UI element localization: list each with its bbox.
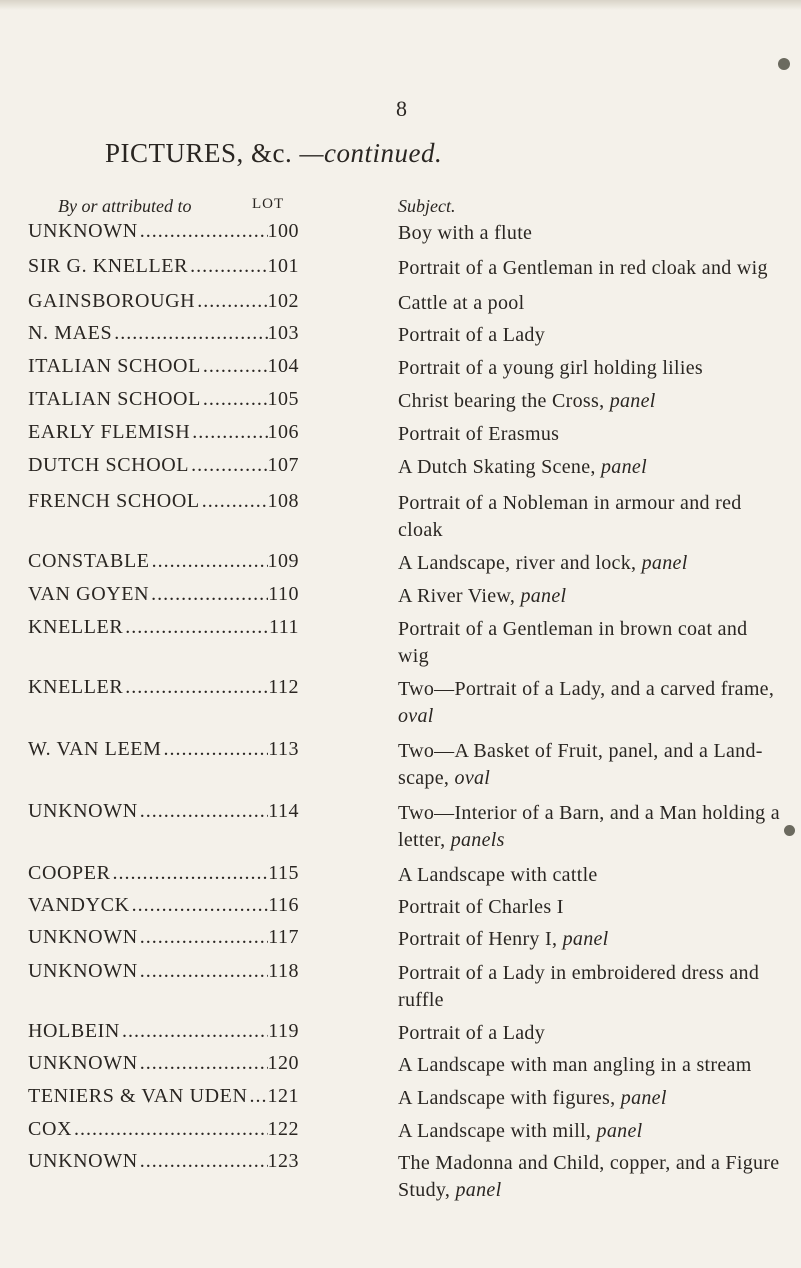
entry-artist-line (28, 894, 299, 917)
lot-number: 123 (267, 1150, 299, 1172)
entry-artist-line (28, 960, 299, 983)
lot-number: 106 (267, 421, 299, 443)
entry-artist-line (28, 862, 299, 885)
subject-text: Portrait of Charles I (398, 896, 564, 918)
dot-leader (161, 738, 268, 761)
medium-note: panel (455, 1179, 502, 1201)
dot-leader (138, 800, 268, 823)
subject-text: A River View, (398, 585, 516, 607)
subject-text: A Landscape with man angling in a stream (398, 1054, 752, 1076)
subject-text: Two—A Basket of Fruit, panel, and a Land-scape, (398, 740, 763, 789)
artist-name: EARLY FLEMISH (28, 421, 191, 443)
lot-number: 118 (268, 960, 299, 982)
entry-artist-line (28, 1020, 299, 1043)
dot-leader (201, 355, 268, 378)
artist-name: N. MAES (28, 322, 113, 344)
artist-name: FRENCH SCHOOL (28, 490, 200, 512)
subject-text: Christ bearing the Cross, (398, 390, 605, 412)
artist-name: HOLBEIN (28, 1020, 120, 1042)
entry-artist-line (28, 490, 299, 513)
entry-subject (398, 676, 780, 730)
lot-number: 111 (268, 616, 299, 638)
lot-number: 121 (267, 1085, 299, 1107)
column-header-lot: LOT (252, 196, 285, 212)
entry-subject (398, 421, 780, 448)
subject-text: A Dutch Skating Scene, (398, 456, 596, 478)
lot-number: 120 (267, 1052, 299, 1074)
entry-subject (398, 1118, 780, 1145)
artist-name: UNKNOWN (28, 1052, 138, 1074)
subject-text: Portrait of a Nobleman in armour and red cloak (398, 492, 742, 541)
subject-text: A Landscape with cattle (398, 864, 598, 886)
medium-note: panel (620, 1087, 667, 1109)
entry-subject (398, 1052, 780, 1079)
subject-text: Portrait of a Lady in embroidered dress and ruffle (398, 962, 760, 1011)
entry-artist-line (28, 355, 299, 378)
dot-leader (201, 388, 268, 411)
medium-note: oval (398, 705, 434, 727)
entry-subject (398, 738, 780, 792)
artist-name: KNELLER (28, 616, 124, 638)
entry-subject (398, 1020, 780, 1047)
paper-speck (784, 825, 795, 836)
artist-name: COOPER (28, 862, 111, 884)
dot-leader (138, 926, 268, 949)
lot-number: 100 (267, 220, 299, 242)
entry-artist-line (28, 583, 299, 606)
lot-number: 109 (267, 550, 299, 572)
entry-subject (398, 894, 780, 921)
entry-artist-line (28, 1150, 299, 1173)
subject-text: Two—Interior of a Barn, and a Man holding a letter, (398, 802, 780, 851)
dot-leader (123, 676, 268, 699)
lot-number: 117 (268, 926, 299, 948)
lot-number: 105 (267, 388, 299, 410)
artist-name: ITALIAN SCHOOL (28, 388, 201, 410)
lot-number: 102 (267, 290, 299, 312)
subject-text: Portrait of Erasmus (398, 423, 560, 445)
dot-leader (188, 255, 267, 278)
lot-number: 116 (268, 894, 299, 916)
lot-number: 114 (268, 800, 299, 822)
page-title (105, 138, 725, 169)
artist-name: DUTCH SCHOOL (28, 454, 190, 476)
medium-note: panel (609, 390, 656, 412)
subject-text: A Landscape, river and lock, (398, 552, 637, 574)
subject-text: Two—Portrait of a Lady, and a carved frame, (398, 678, 775, 700)
dot-leader (72, 1118, 267, 1141)
dot-leader (120, 1020, 268, 1043)
entry-artist-line (28, 1052, 299, 1075)
entry-artist-line (28, 388, 299, 411)
entry-subject (398, 255, 780, 282)
artist-name: UNKNOWN (28, 926, 138, 948)
dot-leader (150, 550, 268, 573)
medium-note: panel (562, 928, 609, 950)
medium-note: panel (601, 456, 647, 478)
entry-subject (398, 1150, 780, 1204)
entry-subject (398, 800, 780, 854)
artist-name: VAN GOYEN (28, 583, 150, 605)
lot-number: 104 (267, 355, 299, 377)
subject-text: A Landscape with figures, (398, 1087, 616, 1109)
dot-leader (189, 454, 267, 477)
dot-leader (195, 290, 267, 313)
subject-text: Portrait of Henry I, (398, 928, 558, 950)
column-header-artist: By or attributed to (58, 196, 192, 216)
entry-artist-line (28, 926, 299, 949)
artist-name: VANDYCK (28, 894, 130, 916)
entry-subject (398, 583, 780, 610)
entry-artist-line (28, 550, 299, 573)
entry-subject (398, 550, 780, 577)
dot-leader (112, 322, 267, 345)
subject-text: Portrait of a Gentleman in brown coat and wig (398, 618, 748, 667)
entry-subject (398, 926, 780, 953)
entry-subject (398, 290, 780, 317)
subject-text: Portrait of a Lady (398, 324, 546, 346)
artist-name: W. VAN LEEM (28, 738, 162, 760)
entry-subject (398, 388, 780, 415)
lot-number: 110 (268, 583, 299, 605)
dot-leader (111, 862, 269, 885)
artist-name: GAINSBOROUGH (28, 290, 196, 312)
medium-note: panel (641, 552, 688, 574)
entry-subject (398, 355, 780, 382)
title-continued: —continued. (299, 138, 443, 168)
entry-artist-line (28, 676, 299, 699)
entry-artist-line (28, 255, 299, 278)
dot-leader (138, 1052, 268, 1075)
entry-artist-line (28, 454, 299, 477)
entry-artist-line (28, 1118, 299, 1141)
lot-number: 101 (267, 255, 299, 277)
medium-note: panel (596, 1120, 643, 1142)
entry-subject (398, 454, 780, 481)
artist-name: UNKNOWN (28, 960, 138, 982)
lot-number: 103 (267, 322, 299, 344)
subject-text: A Landscape with mill, (398, 1120, 592, 1142)
paper-speck (778, 58, 790, 70)
entry-artist-line (28, 800, 299, 823)
subject-text: Boy with a flute (398, 222, 533, 244)
entry-artist-line (28, 421, 299, 444)
artist-name: CONSTABLE (28, 550, 150, 572)
page-number: 8 (396, 96, 407, 121)
subject-text: The Madonna and Child, copper, and a Figure Study, (398, 1152, 780, 1201)
entry-subject (398, 862, 780, 889)
dot-leader (138, 1150, 268, 1173)
medium-note: panel (520, 585, 567, 607)
entry-subject (398, 1085, 780, 1112)
column-header-subject: Subject. (398, 196, 456, 216)
medium-note: oval (454, 767, 491, 789)
entry-artist-line (28, 290, 299, 313)
medium-note: panels (450, 829, 505, 851)
entry-artist-line (28, 1085, 299, 1108)
title-main: PICTURES, &c. (105, 138, 293, 168)
entry-artist-line (28, 616, 299, 639)
lot-number: 107 (267, 454, 299, 476)
dot-leader (130, 894, 269, 917)
dot-leader (248, 1085, 268, 1108)
entry-subject (398, 960, 780, 1014)
entry-artist-line (28, 738, 299, 761)
artist-name: ITALIAN SCHOOL (28, 355, 201, 377)
dot-leader (190, 421, 267, 444)
artist-name: UNKNOWN (28, 1150, 138, 1172)
artist-name: UNKNOWN (28, 220, 138, 242)
lot-number: 122 (267, 1118, 299, 1140)
subject-text: Portrait of a Lady (398, 1022, 546, 1044)
lot-number: 112 (268, 676, 299, 698)
entry-subject (398, 490, 780, 544)
lot-number: 108 (267, 490, 299, 512)
entry-subject (398, 616, 780, 670)
dot-leader (123, 616, 269, 639)
lot-number: 115 (268, 862, 299, 884)
artist-name: KNELLER (28, 676, 124, 698)
artist-name: SIR G. KNELLER (28, 255, 189, 277)
dot-leader (138, 960, 268, 983)
subject-text: Portrait of a Gentleman in red cloak and wig (398, 257, 768, 279)
entry-subject (398, 220, 780, 247)
dot-leader (149, 583, 268, 606)
artist-name: COX (28, 1118, 73, 1140)
lot-number: 119 (268, 1020, 299, 1042)
dot-leader (138, 220, 268, 243)
subject-text: Portrait of a young girl holding lilies (398, 357, 704, 379)
artist-name: UNKNOWN (28, 800, 138, 822)
artist-name: TENIERS & VAN UDEN (28, 1085, 248, 1107)
entry-artist-line (28, 220, 299, 243)
entry-subject (398, 322, 780, 349)
entry-artist-line (28, 322, 299, 345)
dot-leader (200, 490, 268, 513)
lot-number: 113 (268, 738, 299, 760)
subject-text: Cattle at a pool (398, 292, 525, 314)
page-top-edge (0, 0, 801, 10)
